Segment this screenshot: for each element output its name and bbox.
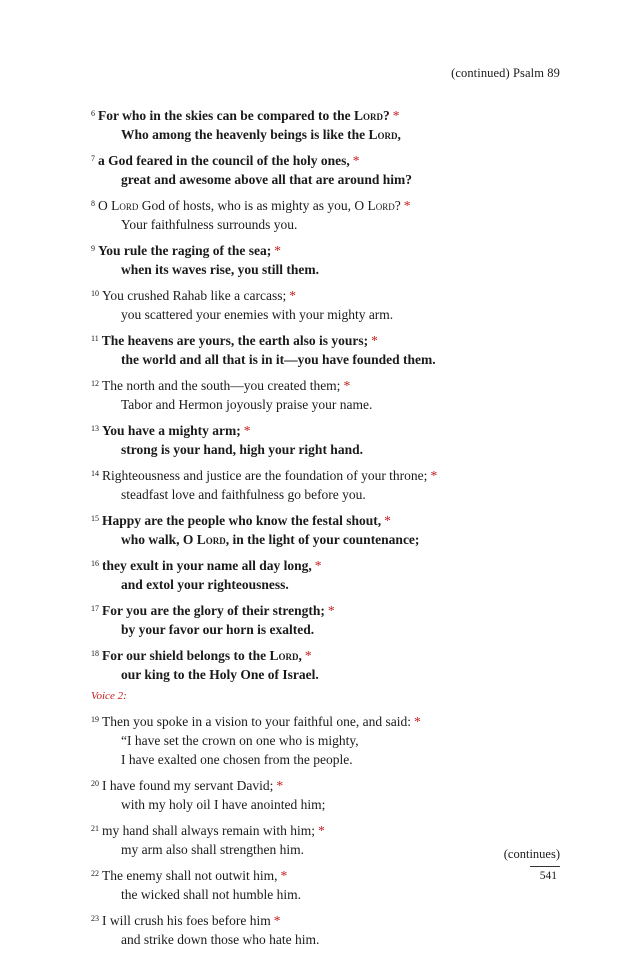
text-run: Then you spoke in a vision to your faithful one, and said: (102, 714, 411, 729)
pointing-asterisk: * (304, 648, 312, 663)
text-run: who walk, O (121, 532, 197, 547)
verse-continuation-line (91, 530, 571, 549)
verse-number: 14 (91, 469, 99, 478)
verse-continuation-line (91, 840, 571, 859)
text-run: by your favor our horn is exalted. (121, 622, 315, 637)
page-number: 541 (539, 870, 557, 882)
pointing-asterisk: * (371, 333, 378, 348)
verse (91, 710, 571, 769)
verse-number: 13 (91, 424, 99, 433)
verse (91, 419, 571, 459)
verse (91, 149, 571, 189)
text-run: For our shield belongs to the (102, 648, 270, 663)
verse-group-b (91, 710, 571, 949)
verse-continuation-line (91, 665, 571, 684)
verse (91, 464, 571, 504)
verse-continuation-line (91, 575, 571, 594)
text-run: The north and the south—you created them; (102, 378, 341, 393)
text-run: steadfast love and faithfulness go before you. (121, 487, 366, 502)
pointing-asterisk: * (403, 198, 411, 213)
verse-continuation-line (91, 170, 571, 189)
text-run: ? (394, 198, 401, 213)
pointing-asterisk: * (276, 778, 284, 793)
continues-note: (continues) (503, 847, 560, 861)
verse-number: 19 (91, 715, 99, 724)
verse (91, 194, 571, 234)
divine-name: Lord (368, 127, 398, 142)
pointing-asterisk: * (280, 868, 288, 883)
text-run: Happy are the people who know the festal shout, (102, 513, 382, 528)
verse-first-line (91, 554, 571, 575)
verse (91, 509, 571, 549)
text-run: and extol your righteousness. (121, 577, 289, 592)
verse-continuation-line (91, 440, 571, 459)
verse-continuation-line (91, 885, 571, 904)
text-run: Who among the heavenly beings is like the (121, 127, 369, 142)
verse-number: 16 (91, 559, 99, 568)
text-run: Your faithfulness surrounds you. (121, 217, 298, 232)
text-run: strong is your hand, high your right hand. (121, 442, 363, 457)
divine-name: Lord (196, 532, 226, 547)
text-run: The heavens are yours, the earth also is yours; (101, 333, 369, 348)
verse-first-line (91, 864, 571, 885)
text-run: our king to the Holy One of Israel. (121, 667, 319, 682)
verse-continuation-line (91, 260, 571, 279)
verse-number: 15 (91, 514, 99, 523)
text-run: , in the light of your countenance; (225, 532, 420, 547)
verse-first-line (91, 239, 571, 260)
verse-number: 7 (91, 154, 95, 163)
verse-group-a (91, 104, 571, 684)
verse (91, 774, 571, 814)
text-run: when its waves rise, you still them. (121, 262, 319, 277)
verse (91, 104, 571, 144)
verse-continuation-line (91, 731, 571, 750)
text-run: Tabor and Hermon joyously praise your name. (121, 397, 373, 412)
verse (91, 644, 571, 684)
verse-number: 23 (91, 914, 99, 923)
verse-continuation-line (91, 930, 571, 949)
text-run: ? (383, 108, 390, 123)
verse-number: 21 (91, 824, 99, 833)
verse-first-line (91, 599, 571, 620)
pointing-asterisk: * (413, 714, 421, 729)
pointing-asterisk: * (327, 603, 335, 618)
pointing-asterisk: * (384, 513, 391, 528)
divine-name: Lord (269, 648, 299, 663)
psalm-text (91, 104, 571, 954)
pointing-asterisk: * (317, 823, 325, 838)
divine-name: Lord (367, 198, 395, 213)
verse (91, 329, 571, 369)
text-run: the wicked shall not humble him. (121, 887, 301, 902)
text-run: they exult in your name all day long, (102, 558, 312, 573)
verse-continuation-line (91, 395, 571, 414)
verse-continuation-line (91, 125, 571, 144)
text-run: the world and all that is in it—you have founded them. (121, 352, 436, 367)
verse-first-line (91, 819, 571, 840)
verse-first-line (91, 374, 571, 395)
text-run: , (298, 648, 302, 663)
verse-number: 11 (91, 334, 99, 343)
pointing-asterisk: * (352, 153, 360, 168)
verse-first-line (91, 909, 571, 930)
verse-first-line (91, 774, 571, 795)
text-run: Righteousness and justice are the foundation of your throne; (102, 468, 428, 483)
verse-number: 9 (91, 244, 95, 253)
pointing-asterisk: * (430, 468, 438, 483)
text-run: you scattered your enemies with your mighty arm. (121, 307, 394, 322)
verse (91, 284, 571, 324)
text-run: , (397, 127, 401, 142)
verse-first-line (91, 284, 571, 305)
pointing-asterisk: * (343, 378, 351, 393)
pointing-asterisk: * (314, 558, 322, 573)
text-run: and strike down those who hate him. (121, 932, 320, 947)
text-run: I will crush his foes before him (102, 913, 271, 928)
verse-number: 18 (91, 649, 99, 658)
verse-number: 20 (91, 779, 99, 788)
text-run: For who in the skies can be compared to the (98, 108, 354, 123)
verse-continuation-line (91, 620, 571, 639)
text-run: You have a mighty arm; (102, 423, 241, 438)
pointing-asterisk: * (274, 243, 281, 258)
verse-first-line (91, 149, 571, 170)
running-head: (continued) Psalm 89 (451, 66, 560, 80)
pointing-asterisk: * (392, 108, 400, 123)
verse-number: 12 (91, 379, 99, 388)
text-run: For you are the glory of their strength; (102, 603, 325, 618)
pointing-asterisk: * (289, 288, 296, 303)
verse-number: 6 (91, 109, 95, 118)
verse-first-line (91, 329, 571, 350)
verse-first-line (91, 419, 571, 440)
text-run: my arm also shall strengthen him. (121, 842, 304, 857)
verse-first-line (91, 194, 571, 215)
verse-continuation-line (91, 215, 571, 234)
text-run: a God feared in the council of the holy ones, (98, 153, 350, 168)
divine-name: Lord (354, 108, 384, 123)
text-run: with my holy oil I have anointed him; (121, 797, 326, 812)
verse-first-line (91, 464, 571, 485)
footer-rule (530, 866, 560, 867)
verse-number: 10 (91, 289, 99, 298)
verse (91, 599, 571, 639)
verse-continuation-line (91, 485, 571, 504)
verse (91, 554, 571, 594)
text-run: I have exalted one chosen from the people. (121, 752, 353, 767)
verse (91, 374, 571, 414)
verse-number: 22 (91, 869, 99, 878)
verse (91, 909, 571, 949)
verse-number: 17 (91, 604, 99, 613)
verse-continuation-line (91, 350, 571, 369)
verse-first-line (91, 710, 571, 731)
text-run: The enemy shall not outwit him, (102, 868, 278, 883)
pointing-asterisk: * (243, 423, 251, 438)
text-run: O (98, 198, 112, 213)
verse-first-line (91, 104, 571, 125)
voice-label: Voice 2: (91, 690, 127, 702)
pointing-asterisk: * (273, 913, 281, 928)
verse-continuation-line (91, 795, 571, 814)
text-run: I have found my servant David; (102, 778, 274, 793)
verse (91, 864, 571, 904)
divine-name: Lord (111, 198, 139, 213)
verse-continuation-line (91, 750, 571, 769)
verse-continuation-line (91, 305, 571, 324)
verse (91, 819, 571, 859)
text-run: You crushed Rahab like a carcass; (102, 288, 287, 303)
verse-first-line (91, 509, 571, 530)
text-run: God of hosts, who is as mighty as you, O (138, 198, 368, 213)
verse-first-line (91, 644, 571, 665)
verse-number: 8 (91, 199, 95, 208)
text-run: “I have set the crown on one who is mighty, (121, 733, 359, 748)
text-run: great and awesome above all that are around him? (121, 172, 413, 187)
text-run: You rule the raging of the sea; (98, 243, 272, 258)
text-run: my hand shall always remain with him; (102, 823, 315, 838)
verse (91, 239, 571, 279)
